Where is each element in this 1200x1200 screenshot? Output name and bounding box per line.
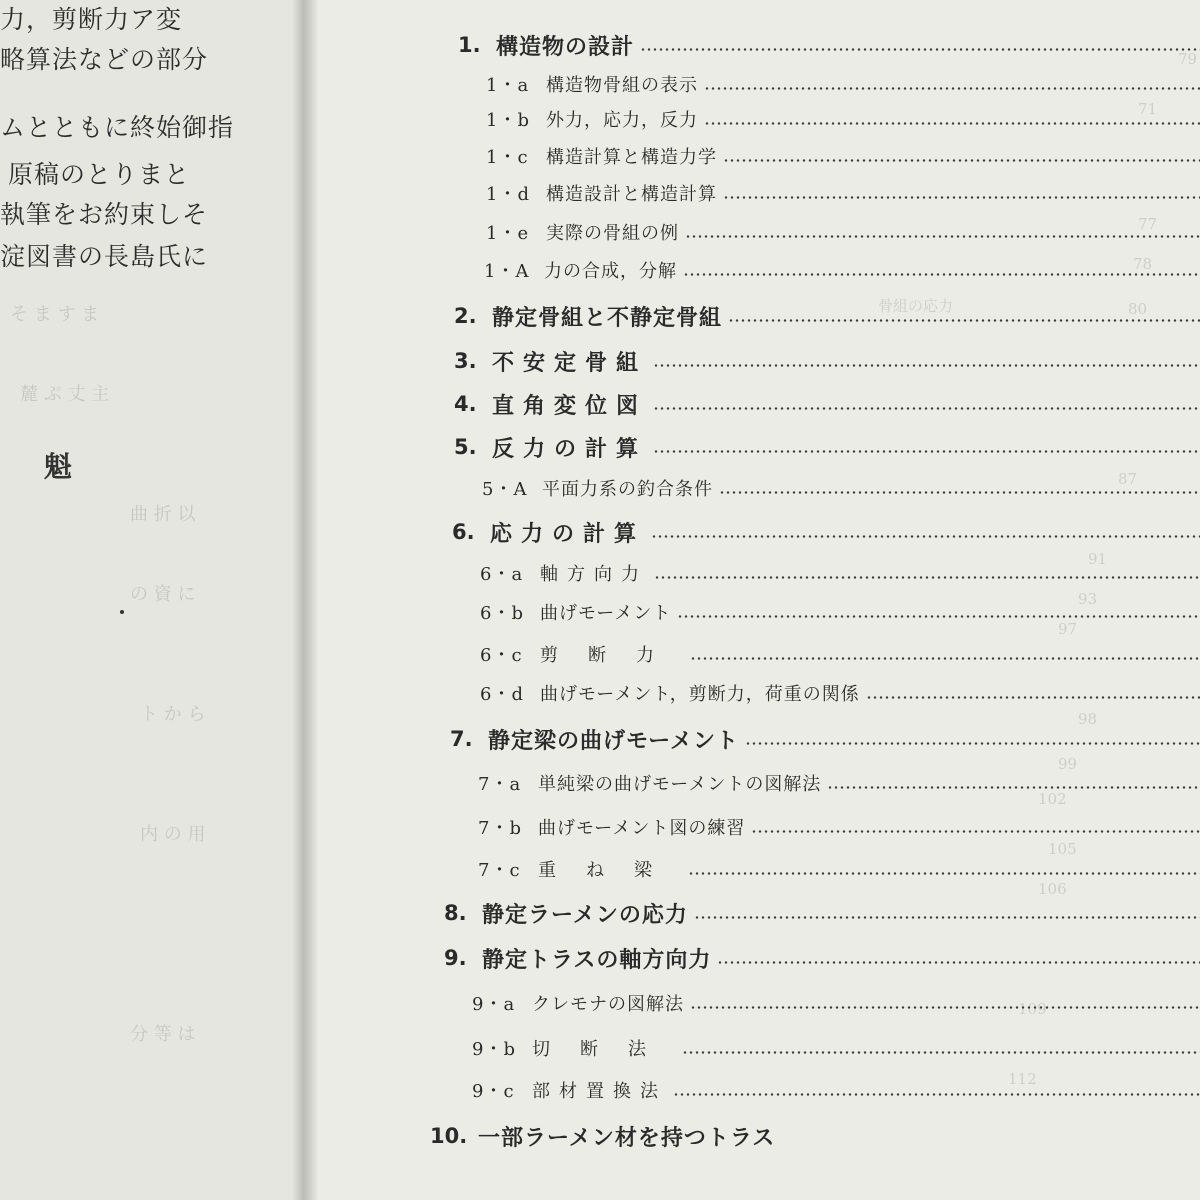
dot-leader: [640, 48, 1200, 51]
show-through-text: 分 等 は: [130, 1024, 196, 1045]
toc-number: 9・c: [472, 1081, 515, 1102]
toc-number: 1・b: [486, 110, 530, 131]
toc-title: 外力，応力，反力: [546, 110, 698, 131]
toc-title: 静定梁の曲げモーメント: [488, 728, 740, 754]
dot-leader: [683, 273, 1200, 276]
show-through-text: 麓 ぷ 丈 主: [20, 384, 110, 405]
toc-title: 直角変位図: [492, 393, 648, 419]
toc-number: 6・b: [480, 603, 524, 624]
dot-leader: [866, 696, 1200, 699]
toc-entry[interactable]: [454, 299, 1200, 333]
toc-number: 7.: [450, 727, 473, 751]
dot-leader: [673, 1093, 1200, 1096]
show-through-text: ト か ら: [140, 704, 206, 725]
toc-title: 静定トラスの軸方向力: [482, 947, 712, 973]
toc-entry[interactable]: [480, 595, 1200, 629]
toc-title: 単純梁の曲げモーメントの図解法: [538, 774, 822, 795]
toc-entry[interactable]: [478, 810, 1200, 844]
show-through-text: そ ま す ま: [10, 304, 100, 325]
ink-dot: [120, 610, 124, 614]
dot-leader: [651, 535, 1200, 538]
toc-number: 7・b: [478, 818, 522, 839]
toc-number: 1・e: [486, 223, 530, 244]
dot-leader: [723, 159, 1200, 162]
toc-number: 6・d: [480, 684, 524, 705]
toc-entry[interactable]: [480, 637, 1200, 671]
toc-number: 1・d: [486, 184, 530, 205]
dot-leader: [654, 576, 1200, 579]
toc-entry[interactable]: [480, 676, 1200, 710]
toc-entry[interactable]: [452, 515, 1200, 549]
toc-entry[interactable]: [430, 1119, 1200, 1153]
toc-entry[interactable]: [454, 430, 1200, 464]
dot-leader: [827, 786, 1200, 789]
show-through-text: の 資 に: [130, 584, 196, 605]
toc-number: 2.: [454, 304, 477, 328]
toc-number: 9・a: [472, 994, 516, 1015]
toc-number: 8.: [444, 901, 467, 925]
toc-title: 部材置換法: [532, 1081, 667, 1102]
dot-leader: [694, 916, 1200, 919]
toc-number: 10.: [430, 1124, 468, 1148]
toc-entry[interactable]: [472, 1031, 1200, 1065]
toc-title: 構造物の設計: [496, 34, 635, 60]
left-page-line: 力，剪断力ア変: [0, 5, 183, 34]
left-page-line: 淀図書の長島氏に: [0, 242, 209, 271]
toc-entry[interactable]: [444, 941, 1200, 975]
toc-entry[interactable]: [486, 176, 1200, 210]
dot-leader: [704, 87, 1200, 90]
toc-title: 平面力系の釣合条件: [542, 479, 713, 500]
toc-entry[interactable]: [454, 344, 1200, 378]
dot-leader: [690, 1006, 1200, 1009]
toc-entry[interactable]: [480, 556, 1200, 590]
dot-leader: [653, 407, 1200, 410]
toc-number: 5・A: [482, 479, 528, 500]
toc-title: クレモナの図解法: [532, 994, 684, 1015]
toc-number: 6.: [452, 520, 475, 544]
toc-title: 曲げモーメント，剪断力，荷重の関係: [540, 684, 860, 705]
dot-leader: [745, 742, 1200, 745]
toc-entry[interactable]: [484, 253, 1200, 287]
toc-entry[interactable]: [478, 766, 1200, 800]
toc-entry[interactable]: [482, 471, 1200, 505]
toc-title: 力の合成，分解: [544, 261, 677, 282]
book-gutter: [292, 0, 318, 1200]
dot-leader: [677, 615, 1200, 618]
toc-title: 静定骨組と不静定骨組: [492, 305, 723, 331]
toc-entry[interactable]: [486, 102, 1200, 136]
left-page-line: 略算法などの部分: [0, 45, 209, 74]
toc-entry[interactable]: [486, 139, 1200, 173]
toc-title: 曲げモーメント: [540, 603, 672, 624]
dot-leader: [723, 196, 1200, 199]
left-page-line: 原稿のとりまと: [8, 160, 191, 189]
toc-title: 不安定骨組: [492, 350, 648, 376]
dot-leader: [682, 1051, 1200, 1054]
toc-number: 5.: [454, 435, 477, 459]
left-page-line: ムとともに終始御指: [0, 113, 235, 142]
toc-entry[interactable]: [458, 28, 1200, 62]
show-through-text: 曲 折 以: [130, 504, 196, 525]
toc-number: 3.: [454, 349, 477, 373]
toc-title: 構造計算と構造力学: [546, 147, 717, 168]
toc-number: 1・a: [486, 75, 530, 96]
toc-title: 応力の計算: [490, 521, 646, 547]
toc-entry[interactable]: [478, 852, 1200, 886]
dot-leader: [751, 830, 1200, 833]
dot-leader: [719, 491, 1200, 494]
toc-title: 剪断力: [540, 645, 684, 666]
dot-leader: [653, 450, 1200, 453]
toc-title: 静定ラーメンの応力: [482, 902, 688, 928]
toc-entry[interactable]: [472, 986, 1200, 1020]
toc-title: 反力の計算: [492, 436, 648, 462]
toc-entry[interactable]: [486, 215, 1200, 249]
toc-entry[interactable]: [444, 896, 1200, 930]
toc-title: 重ね梁: [538, 860, 682, 881]
show-through-layer: 79 71 77 78 80 骨組の応力 87 91 93 97 98 99 102 105 106 109 112: [878, 50, 1198, 1088]
toc-number: 1.: [458, 33, 481, 57]
right-page: [318, 0, 1200, 1200]
toc-number: 9.: [444, 946, 467, 970]
toc-number: 9・b: [472, 1039, 516, 1060]
toc-title: 構造設計と構造計算: [546, 184, 717, 205]
toc-number: 7・c: [478, 860, 521, 881]
toc-entry[interactable]: [450, 722, 1200, 756]
toc-number: 6・c: [480, 645, 523, 666]
toc-entry[interactable]: [486, 67, 1200, 101]
dot-leader: [688, 872, 1200, 875]
toc-entry[interactable]: [472, 1073, 1200, 1107]
toc-title: 切断法: [532, 1039, 676, 1060]
toc-number: 1・c: [486, 147, 529, 168]
dot-leader: [685, 235, 1200, 238]
toc-title: 曲げモーメント図の練習: [538, 818, 746, 839]
dot-leader: [653, 364, 1200, 367]
toc-number: 6・a: [480, 564, 524, 585]
toc-number: 1・A: [484, 261, 530, 282]
toc-number: 4.: [454, 392, 477, 416]
ghost-heading-mark: 魁: [44, 450, 73, 483]
left-page-line: 執筆をお約束しそ: [0, 200, 209, 229]
toc-title: 構造物骨組の表示: [546, 75, 698, 96]
dot-leader: [704, 122, 1200, 125]
toc-number: 7・a: [478, 774, 522, 795]
toc-entry[interactable]: [454, 387, 1200, 421]
dot-leader: [690, 657, 1200, 660]
dot-leader: [728, 319, 1200, 322]
toc-title: 軸方向力: [540, 564, 648, 585]
show-through-text: 内 の 用: [140, 824, 206, 845]
toc-title: 一部ラーメン材を持つトラス: [478, 1125, 776, 1151]
dot-leader: [717, 961, 1200, 964]
toc-title: 実際の骨組の例: [546, 223, 679, 244]
left-page: [0, 0, 300, 1200]
